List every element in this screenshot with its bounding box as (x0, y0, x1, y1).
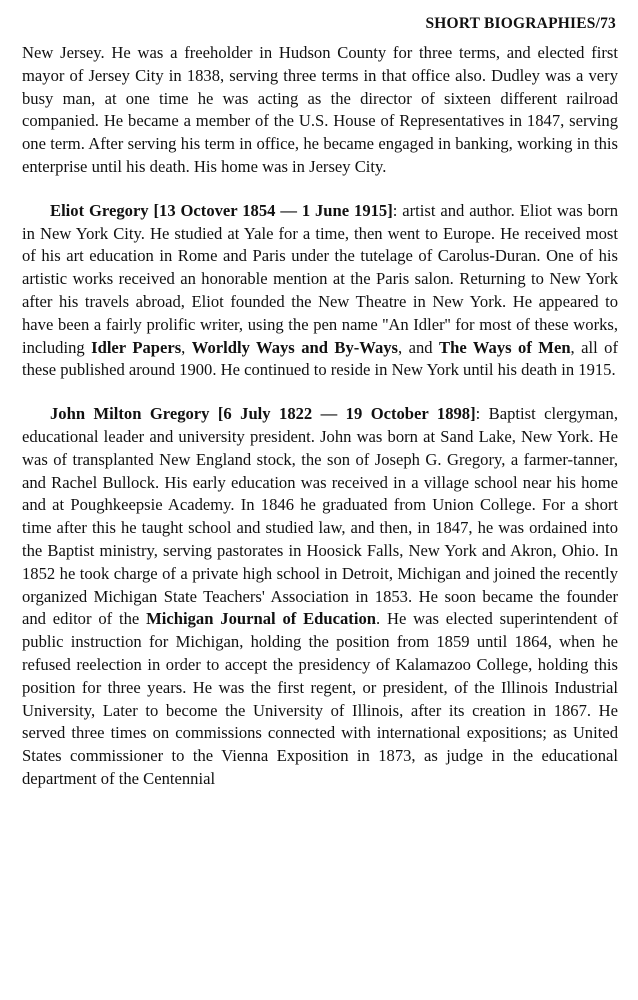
paragraph-dudley-continued (22, 42, 618, 179)
paragraph-text: : artist and author. Eliot was born in New York City. He studied at Yale for a time, then went to Europe. He received most of his art education in Rome and Paris under the tutelage of Carolus-Duran. One of his artistic works received an honorable mention at the Paris salon. Returning to New York after his travels abroad, Eliot founded the New Theatre in New York. He appeared to have been a fairly prolific writer, using the pen name ''An Idler'' for most of these works, including (22, 200, 618, 357)
paragraph-text: New Jersey. He was a freeholder in Hudson County for three terms, and elected first mayor of Jersey City in 1838, serving three terms in that office also. Dudley was a very busy man, at one time he was acting as the director of sixteen different railroad companied. He became a member of the U.S. House of Representatives in 1847, serving one term. After serving his term in office, he became engaged in banking, working in this enterprise until his death. His home was in Jersey City. (22, 43, 618, 176)
work-title: The Ways of Men (439, 337, 571, 357)
paragraph-text: , all of these published around 1900. He continued to reside in New York until his death in 1915. (22, 337, 618, 380)
separator-text: , and (398, 337, 440, 357)
work-title: Idler Papers (91, 337, 182, 357)
entry-heading-eliot-gregory: Eliot Gregory [13 Octover 1854 — 1 June 1915] (50, 200, 393, 220)
separator-text: , (181, 337, 192, 357)
paragraph-text: . He was elected superintendent of public instruction for Michigan, holding the position from 1859 until 1864, when he refused reelection in order to accept the presidency of Kalamazoo College, holding this position for three years. He was the first regent, or president, of the Illinois Industrial University, Later to become the University of Illinois, after its creation in 1867. He served three times on commissions connected with international expositions; as United States commissioner to the Vienna Exposition in 1873, as judge in the educational department of the Centennial (22, 609, 618, 788)
journal-title: Michigan Journal of Education (146, 609, 376, 629)
paragraph-eliot-gregory (22, 200, 618, 382)
entry-heading-john-milton-gregory: John Milton Gregory [6 July 1822 — 19 October 1898] (50, 404, 476, 424)
running-head: SHORT BIOGRAPHIES/73 (425, 15, 616, 32)
paragraph-john-milton-gregory (22, 403, 618, 791)
work-title: Worldly Ways and By-Ways (191, 337, 399, 357)
paragraph-text: : Baptist clergyman, educational leader and university president. John was born at Sand Lake, New York. He was of transplanted New England stock, the son of Joseph G. Gregory, a farmer-tanner, and Rachel Bullock. His early education was received in a village school near his home and at Poughkeepsie Academy. In 1846 he graduated from Union College. For a short time after this he taught school and studied law, and then, in 1847, he was ordained into the Baptist ministry, serving pastorates in Hoosick Falls, New York and Akron, Ohio. In 1852 he took charge of a private high school in Detroit, Michigan and joined the recently organized Michigan State Teachers' Association in 1853. He soon became the founder and editor of the (22, 404, 618, 629)
